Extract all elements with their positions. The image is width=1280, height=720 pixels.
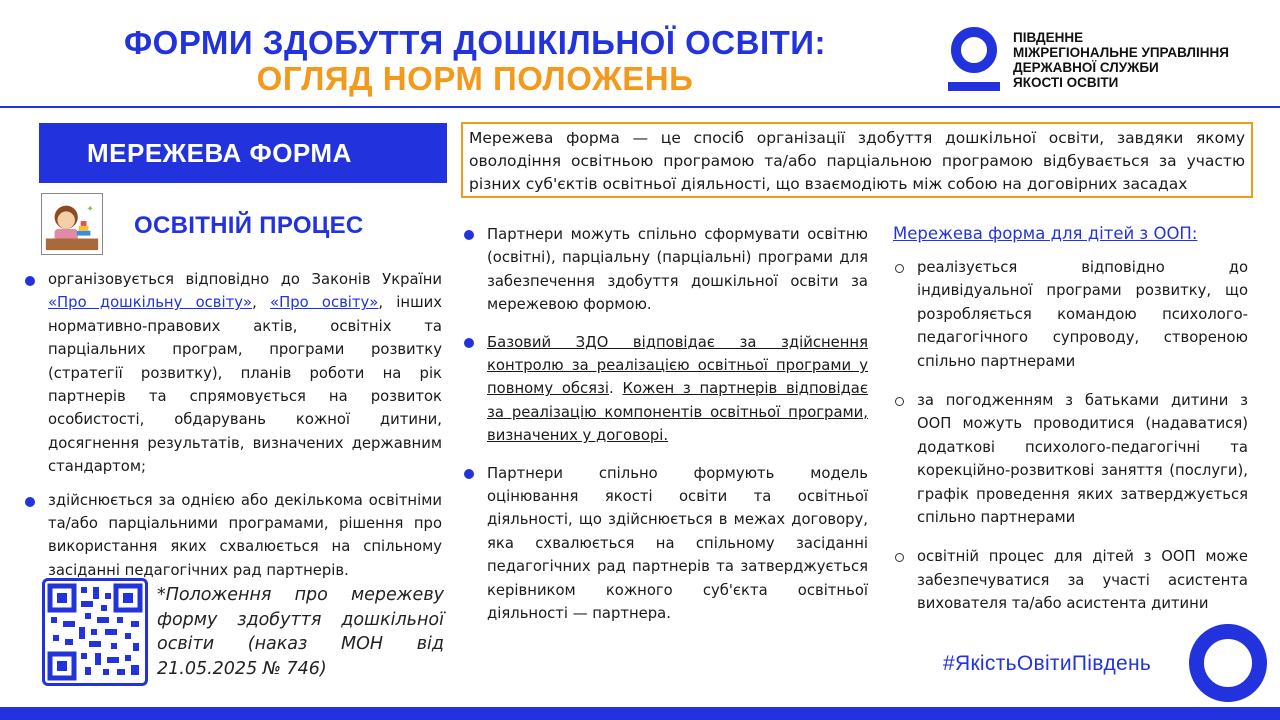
- process-item-text: здійснюється за однією або декількома освітніми та/або парціальними програмами, рішення про використання яких схвалюється на спільному засіданні педагогічних рад партнерів.: [48, 491, 442, 579]
- list-item: [917, 389, 1248, 529]
- circle-bullet-icon: [895, 553, 904, 562]
- special-needs-item-text: реалізується відповідно до індивідуальної програми розвитку, що розробляється командою психолого-педагогічного супроводу, створеною спільно партнерами: [917, 259, 1248, 370]
- organization-name: [1013, 30, 1273, 90]
- partners-list: [487, 223, 868, 640]
- circle-bullet-icon: [895, 264, 904, 273]
- bullet-dot-icon: [464, 338, 474, 348]
- organization-name-line: ПІВДЕННЕ: [1013, 30, 1084, 45]
- partners-item-text: Базовий ЗДО відповідає за здійснення контролю за реалізацією освітньої програми у повному обсязі: [487, 333, 868, 398]
- child-at-desk-icon: [41, 193, 103, 255]
- organization-name-line: ДЕРЖАВНОЇ СЛУЖБИ: [1013, 60, 1159, 75]
- section-banner: МЕРЕЖЕВА ФОРМА: [39, 123, 447, 183]
- process-list: [48, 268, 442, 592]
- organization-name-line: ЯКОСТІ ОСВІТИ: [1013, 75, 1119, 90]
- footer-bar: [0, 707, 1280, 720]
- circle-bullet-icon: [895, 397, 904, 406]
- process-item-text: організовується відповідно до Законів України: [48, 271, 442, 288]
- bullet-dot-icon: [464, 469, 474, 479]
- page-title-line1: ФОРМИ ЗДОБУТТЯ ДОШКІЛЬНОЇ ОСВІТИ:: [124, 24, 826, 61]
- list-item: [487, 331, 868, 448]
- decorative-ring-icon: [1189, 624, 1267, 702]
- partners-item-text: Партнери можуть спільно сформувати освітню (освітні), парціальну (парціальні) програми для забезпечення здобуття дошкільної освіти за мережевою формою.: [487, 226, 868, 314]
- process-item-text: , інших нормативно-правових актів, освітніх та парціальних програм, програми розвитку (стратегії розвитку), планів роботи на рік партнерів та спрямовується на розвиток особистості, обдарувань кожної дитини, досягнення результатів, визначених державним стандартом;: [48, 294, 442, 476]
- page-title-line2: ОГЛЯД НОРМ ПОЛОЖЕНЬ: [256, 60, 694, 97]
- svg-text:✦: ✦: [86, 204, 94, 215]
- separator-text: ,: [252, 294, 271, 312]
- list-item: [487, 223, 868, 317]
- special-needs-item-text: за погодженням з батьками дитини з ООП можуть проводитися (надаватися) додаткові психолого-педагогічні та корекційно-розвиткові заняття (послуги), графік проведення яких затверджується спільно партнерами: [917, 392, 1248, 527]
- partners-item-text: Кожен з партнерів відповідає за реалізацію компонентів освітньої програми, визначених у договорі.: [487, 380, 868, 445]
- organization-logo-icon: [946, 26, 1002, 92]
- list-item: [917, 256, 1248, 373]
- qr-code-icon[interactable]: [42, 578, 148, 686]
- process-title: ОСВІТНІЙ ПРОЦЕС: [134, 212, 364, 239]
- hashtag: #ЯкістьОвітиПівдень: [943, 652, 1152, 675]
- special-needs-heading[interactable]: Мережева форма для дітей з ООП:: [893, 224, 1198, 243]
- organization-name-line: МІЖРЕГІОНАЛЬНЕ УПРАВЛІННЯ: [1013, 45, 1229, 60]
- regulation-note: *Положення про мережеву форму здобуття дошкільної освіти (наказ МОН від 21.05.2025 № 746): [157, 585, 444, 679]
- bullet-dot-icon: [25, 497, 35, 507]
- separator-text: .: [609, 380, 623, 398]
- list-item: [487, 462, 868, 626]
- header-divider: [0, 106, 1280, 108]
- bullet-dot-icon: [25, 276, 35, 286]
- list-item: [48, 489, 442, 583]
- special-needs-item-text: освітній процес для дітей з ООП може забезпечуватися за участі асистента вихователя та/або асистента дитини: [917, 548, 1248, 613]
- special-needs-list: [917, 256, 1248, 632]
- list-item: [48, 268, 442, 479]
- partners-item-text: Партнери спільно формують модель оцінювання якості освіти та освітньої діяльності, що здійснюється в межах договору, яка схвалюється на спільному засіданні педагогічних рад партнерів та затверджується керівником кожного суб'єкта освітньої діяльності — партнера.: [487, 464, 868, 623]
- law-preschool-education-link[interactable]: «Про дошкільну освіту»: [48, 294, 253, 312]
- bullet-dot-icon: [464, 230, 474, 240]
- list-item: [917, 545, 1248, 615]
- law-education-link[interactable]: «Про освіту»: [270, 294, 379, 312]
- definition-box: Мережева форма — це спосіб організації здобуття дошкільної освіти, завдяки якому оволодіння освітньою програмою та/або парціальною програмою відбувається за участю різних суб'єктів освітньої діяльності, що взаємодіють між собою на договірних засадах: [461, 122, 1253, 198]
